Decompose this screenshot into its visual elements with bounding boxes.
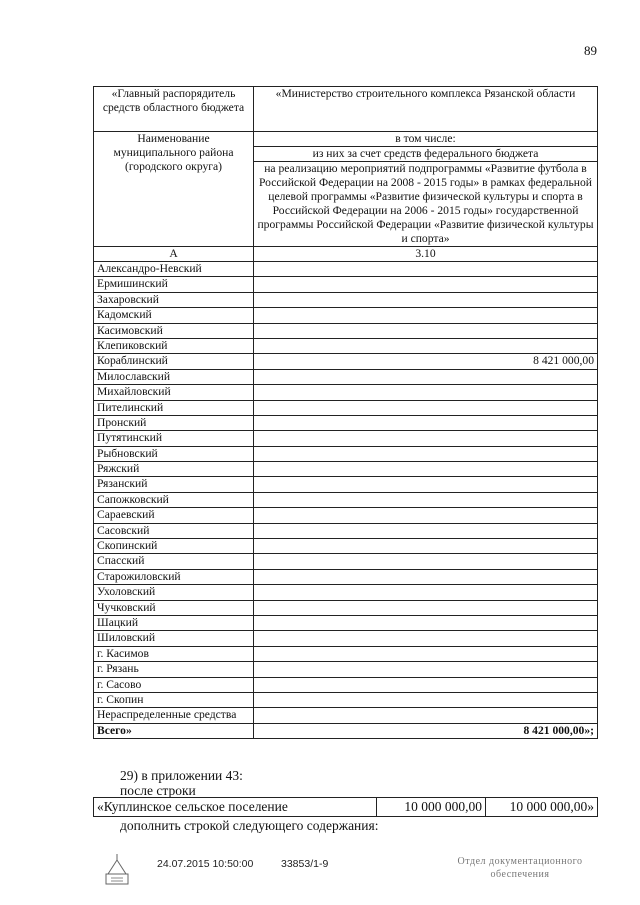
table-row [94, 600, 598, 615]
municipality-name: Милославский [94, 369, 254, 384]
municipality-name: г. Сасово [94, 677, 254, 692]
stamp-line-1: Отдел документационного [457, 856, 583, 867]
municipality-value [254, 492, 598, 507]
kuplin-value-2: 10 000 000,00» [486, 798, 598, 817]
municipality-name: Касимовский [94, 323, 254, 338]
municipality-name: г. Скопин [94, 692, 254, 707]
municipality-name: Скопинский [94, 539, 254, 554]
municipality-name: Шацкий [94, 615, 254, 630]
kuplin-name: «Куплинское сельское поселение [94, 798, 377, 817]
table-row [94, 492, 598, 507]
municipality-name: Шиловский [94, 631, 254, 646]
kuplin-value-1: 10 000 000,00 [377, 798, 486, 817]
header-program-description: на реализацию мероприятий подпрограммы «Развитие футбола в Российской Федерации на 2008 - 2015 годы» в рамках федеральной целевой программы «Развитие физической культуры и спорта в Российской Федерации на 2006 - 2015 годы» государственной программы Российской Федерации «Развитие физической культуры и спорта» [254, 162, 598, 247]
footer-doc-id: 33853/1-9 [281, 858, 329, 870]
appendix-table [93, 86, 598, 739]
municipality-name: Пронский [94, 415, 254, 430]
municipality-name: Сасовский [94, 523, 254, 538]
table-row [94, 400, 598, 415]
municipality-value [254, 323, 598, 338]
kuplin-table [93, 797, 598, 817]
municipality-name: Клепиковский [94, 338, 254, 353]
municipality-name: г. Рязань [94, 662, 254, 677]
municipality-name: Кораблинский [94, 354, 254, 369]
municipality-name: Чучковский [94, 600, 254, 615]
header-federal-budget: из них за счет средств федерального бюджета [254, 147, 598, 162]
municipality-name: Ухоловский [94, 585, 254, 600]
page-number: 89 [584, 43, 597, 58]
municipality-name: Нераспределенные средства [94, 708, 254, 723]
total-row [94, 723, 598, 738]
municipality-value [254, 477, 598, 492]
footer-datetime: 24.07.2015 10:50:00 [157, 858, 254, 870]
table-row [94, 277, 598, 292]
table-row [94, 585, 598, 600]
header-col-a: А [94, 247, 254, 262]
header-municipality-label: Наименование муниципального района (городского округа) [94, 132, 254, 247]
table-row [94, 292, 598, 307]
header-col-3-10: 3.10 [254, 247, 598, 262]
municipality-value: 8 421 000,00 [254, 354, 598, 369]
table-row [94, 631, 598, 646]
table-row [94, 539, 598, 554]
table-row [94, 369, 598, 384]
municipality-value [254, 631, 598, 646]
municipality-value [254, 569, 598, 584]
municipality-value [254, 600, 598, 615]
para-29: 29) в приложении 43: [120, 768, 243, 783]
municipality-value [254, 338, 598, 353]
municipality-name: Сараевский [94, 508, 254, 523]
add-row-text: дополнить строкой следующего содержания: [120, 818, 379, 833]
municipality-name: г. Касимов [94, 646, 254, 661]
municipality-value [254, 662, 598, 677]
total-label: Всего» [94, 723, 254, 738]
municipality-value [254, 277, 598, 292]
municipality-name: Кадомский [94, 308, 254, 323]
municipality-value [254, 708, 598, 723]
table-row [94, 415, 598, 430]
municipality-name: Сапожковский [94, 492, 254, 507]
table-row [94, 523, 598, 538]
header-ministry-name: «Министерство строительного комплекса Рязанской области [254, 87, 598, 132]
municipality-value [254, 292, 598, 307]
table-row [94, 662, 598, 677]
municipality-name: Михайловский [94, 385, 254, 400]
municipality-value [254, 462, 598, 477]
municipality-name: Александро-Невский [94, 262, 254, 277]
duma-emblem-icon [104, 852, 130, 886]
municipality-name: Пителинский [94, 400, 254, 415]
table-row [94, 338, 598, 353]
header-distributor-label: «Главный распорядитель средств областного бюджета [94, 87, 254, 132]
table-row [94, 615, 598, 630]
municipality-value [254, 308, 598, 323]
total-value: 8 421 000,00»; [254, 723, 598, 738]
municipality-value [254, 615, 598, 630]
table-row [94, 446, 598, 461]
table-row [94, 692, 598, 707]
municipality-value [254, 554, 598, 569]
municipality-name: Захаровский [94, 292, 254, 307]
table-row [94, 462, 598, 477]
header-in-total: в том числе: [254, 132, 598, 147]
table-row [94, 323, 598, 338]
municipality-value [254, 262, 598, 277]
municipality-name: Путятинский [94, 431, 254, 446]
municipality-value [254, 646, 598, 661]
municipality-value [254, 508, 598, 523]
footer-stamp [440, 855, 600, 881]
municipality-name: Ряжский [94, 462, 254, 477]
table-row [94, 477, 598, 492]
stamp-line-2: обеспечения [490, 869, 550, 880]
table-row [94, 354, 598, 369]
municipality-name: Рыбновский [94, 446, 254, 461]
municipality-value [254, 692, 598, 707]
table-row [94, 554, 598, 569]
table-row [94, 385, 598, 400]
table-row [94, 569, 598, 584]
table-row [94, 708, 598, 723]
municipality-value [254, 369, 598, 384]
table-row [94, 508, 598, 523]
municipality-name: Рязанский [94, 477, 254, 492]
table-row [94, 677, 598, 692]
municipality-name: Спасский [94, 554, 254, 569]
table-row [94, 262, 598, 277]
municipality-value [254, 385, 598, 400]
municipality-value [254, 415, 598, 430]
municipality-value [254, 400, 598, 415]
municipality-value [254, 539, 598, 554]
table-row [94, 646, 598, 661]
municipality-name: Ермишинский [94, 277, 254, 292]
municipality-value [254, 523, 598, 538]
table-row [94, 431, 598, 446]
municipality-value [254, 585, 598, 600]
table-row [94, 308, 598, 323]
municipality-value [254, 446, 598, 461]
municipality-name: Старожиловский [94, 569, 254, 584]
municipality-value [254, 431, 598, 446]
after-rows-text: после строки [120, 783, 196, 798]
municipality-value [254, 677, 598, 692]
